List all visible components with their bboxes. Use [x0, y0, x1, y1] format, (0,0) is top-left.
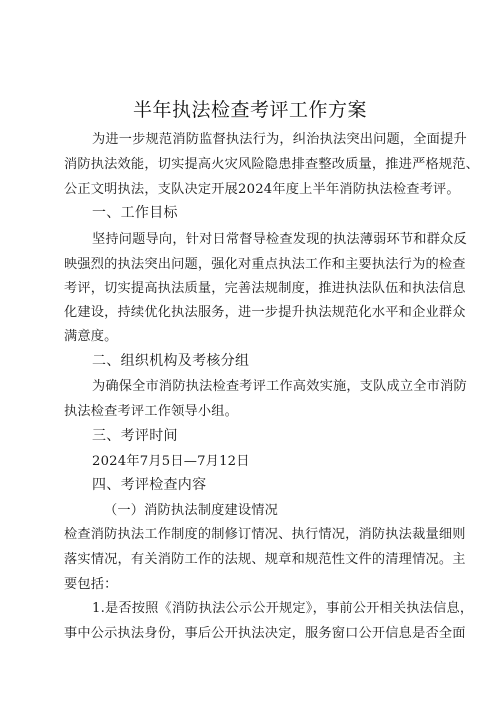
section-1-line-4: 化建设，持续优化执法服务，进一步提升执法规范化水平和企业群众	[64, 305, 466, 320]
section-4-heading: 四、考评检查内容	[92, 477, 207, 493]
section-4-line-3: 要包括：	[64, 577, 118, 592]
section-1-heading: 一、工作目标	[92, 205, 178, 221]
section-3-line-1: 2024年7月5日—7月12日	[92, 454, 250, 469]
section-2-heading: 二、组织机构及考核分组	[92, 353, 250, 369]
document-title: 半年执法检查考评工作方案	[132, 99, 367, 121]
intro-line-1: 为进一步规范消防监督执法行为，纠治执法突出问题，全面提升	[92, 132, 467, 147]
section-1-line-1: 坚持问题导向，针对日常督导检查发现的执法薄弱环节和群众反	[92, 232, 467, 247]
section-2-line-2: 执法检查考评工作领导小组。	[64, 404, 239, 419]
intro-line-2: 消防执法效能，切实提高火灾风险隐患排查整改质量，推进严格规范、	[64, 157, 480, 172]
section-2-line-1: 为确保全市消防执法检查考评工作高效实施，支队成立全市消防	[92, 379, 467, 394]
intro-line-3: 公正文明执法，支队决定开展2024年度上半年消防执法检查考评。	[64, 182, 460, 197]
section-4-line-2: 落实情况，有关消防工作的法规、规章和规范性文件的清理情况。主	[64, 552, 466, 567]
section-4-subheading: （一）消防执法制度建设情况	[104, 503, 279, 518]
section-4-line-1: 检查消防执法工作制度的制修订情况、执行情况，消防执法裁量细则	[64, 527, 466, 542]
section-3-heading: 三、考评时间	[92, 428, 178, 444]
section-4-line-5: 事中公示执法身份，事后公开执法决定，服务窗口公开信息是否全面	[64, 626, 466, 641]
section-1-line-2: 映强烈的执法突出问题，强化对重点执法工作和主要执法行为的检查	[64, 257, 466, 272]
section-1-line-3: 考评，切实提高执法质量，完善法规制度，推进执法队伍和执法信息	[64, 281, 466, 296]
section-4-line-4: 1.是否按照《消防执法公示公开规定》，事前公开相关执法信息，	[92, 601, 474, 616]
section-1-line-5: 满意度。	[64, 329, 118, 344]
